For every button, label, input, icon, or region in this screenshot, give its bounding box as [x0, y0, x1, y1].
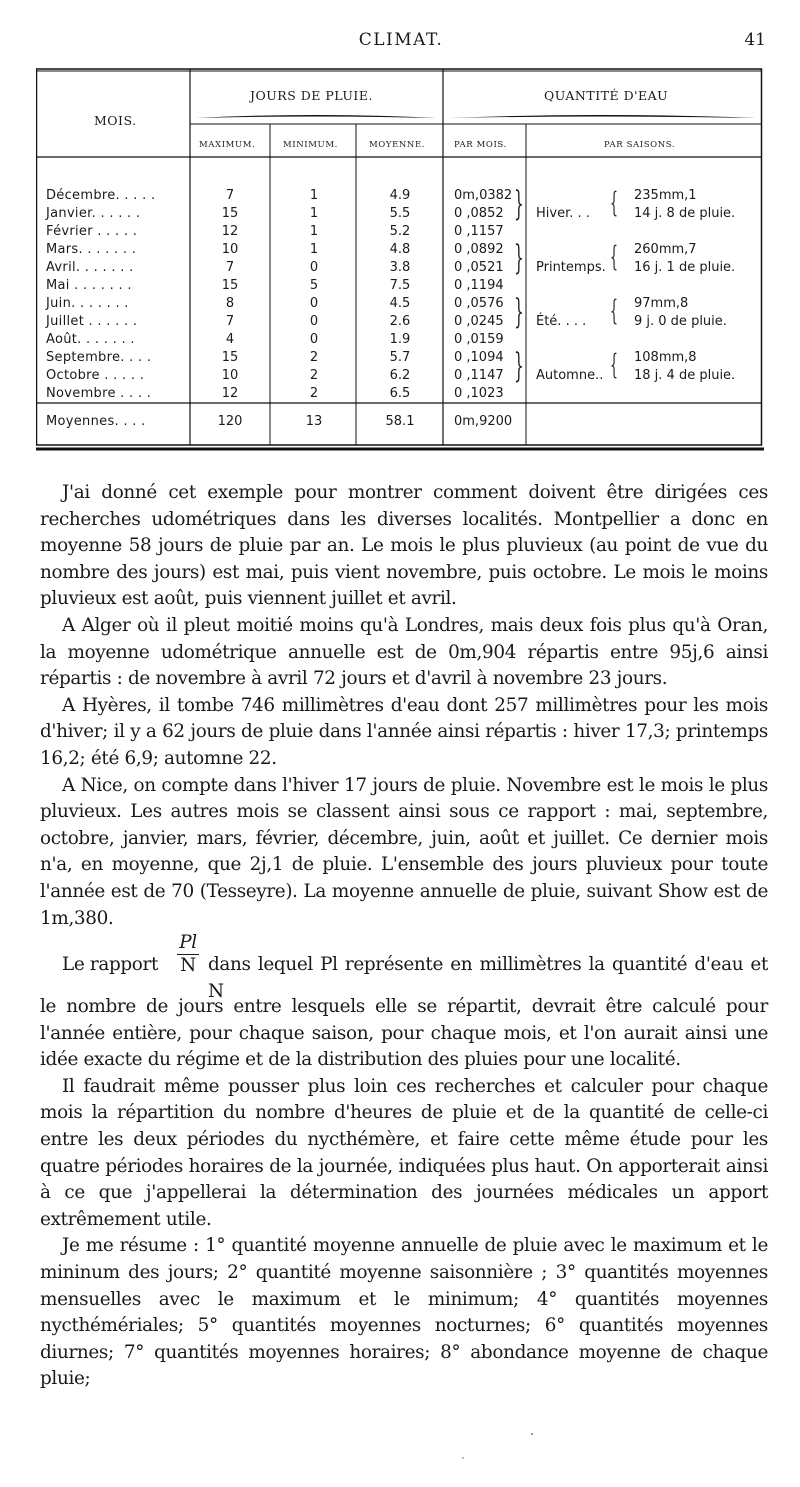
- body-text: [40, 480, 768, 1393]
- row-max: 7: [225, 260, 235, 275]
- row-qty: 0 ,0576: [454, 296, 504, 311]
- row-month: Décembre. . . . .: [46, 188, 156, 203]
- row-moy: 4.8: [389, 242, 411, 257]
- ratio-tail: dans lequel Pl représente en millimètres la quantité d'eau et N: [208, 954, 768, 1002]
- totals-qty: 0m,9200: [454, 414, 513, 429]
- season-days: 14 j. 8 de pluie.: [634, 206, 736, 221]
- brace-icon: {: [610, 186, 619, 219]
- col-jours-header: JOURS DE PLUIE.: [250, 88, 373, 103]
- rainfall-table: [36, 68, 764, 452]
- season-name: Hiver. . .: [536, 206, 590, 221]
- brace-autumn: }: [514, 346, 524, 386]
- fraction-numerator: Pl: [177, 932, 199, 955]
- brace-summer: }: [514, 292, 524, 332]
- row-month: Juin. . . . . . .: [46, 296, 129, 311]
- paragraph: Il faudrait même pousser plus loin ces recherches et calculer pour chaque mois la répartition du nombre d'heures de pluie et de la quantité de celle-ci entre les deux périodes du nycthémère, et faire cette même étude pour les quatre périodes horaires de la journée, indiquées plus haut. On apporterait ainsi à ce que j'appellerai la détermination des journées médicales un apport extrêmement utile.: [40, 1075, 768, 1230]
- row-month: Novembre . . . .: [46, 386, 152, 401]
- season-amount: 97mm,8: [634, 296, 689, 311]
- row-qty: 0 ,1147: [454, 368, 504, 383]
- row-qty: 0m,0382: [454, 188, 513, 203]
- row-min: 0: [309, 332, 319, 347]
- running-title: CLIMAT.: [358, 30, 444, 50]
- totals-moy: 58.1: [385, 414, 415, 429]
- row-min: 2: [309, 386, 319, 401]
- row-moy: 5.2: [389, 224, 411, 239]
- col-moy-header: MOYENNE.: [369, 140, 426, 150]
- col-parmois-header: PAR MOIS.: [454, 140, 507, 150]
- row-min: 2: [309, 350, 319, 365]
- row-qty: 0 ,1194: [454, 278, 504, 293]
- row-max: 8: [225, 296, 235, 311]
- row-min: 0: [309, 260, 319, 275]
- season-amount: 260mm,7: [634, 242, 697, 257]
- ratio-lead: Le rapport: [62, 954, 158, 976]
- paragraph: le nombre de jours entre lesquels elle se répartit, devrait être calculé pour l'année entière, pour chaque saison, pour chaque mois, et l'on aurait ainsi une idée exacte du régime et de la distribution des pluies pour une localité.: [40, 996, 768, 1071]
- row-month: Octobre . . . . .: [46, 368, 145, 383]
- row-moy: 5.7: [389, 350, 411, 365]
- row-qty: 0 ,0892: [454, 242, 504, 257]
- row-min: 0: [309, 314, 319, 329]
- totals-max: 120: [217, 414, 243, 429]
- row-min: 5: [309, 278, 319, 293]
- row-moy: 7.5: [389, 278, 411, 293]
- row-month: Juillet . . . . . .: [46, 314, 138, 329]
- row-month: Mars. . . . . . .: [46, 242, 137, 257]
- row-min: 1: [309, 224, 319, 239]
- row-qty: 0 ,1023: [454, 386, 504, 401]
- page-header: [36, 30, 766, 54]
- totals-min: 13: [305, 414, 323, 429]
- col-min-header: MINIMUM.: [283, 140, 338, 150]
- row-moy: 6.5: [389, 386, 411, 401]
- row-month: Septembre. . . .: [46, 350, 152, 365]
- row-max: 4: [225, 332, 235, 347]
- fraction-denominator: N: [180, 955, 196, 977]
- row-moy: 6.2: [389, 368, 411, 383]
- season-days: 16 j. 1 de pluie.: [634, 260, 736, 275]
- row-min: 1: [309, 206, 319, 221]
- ratio-fraction: [177, 932, 199, 977]
- row-max: 12: [221, 386, 239, 401]
- paragraph: J'ai donné cet exemple pour montrer comment doivent être dirigées ces recherches udométriques dans les diverses localités. Montpellier a donc en moyenne 58 jours de pluie par an. Le mois le plus pluvieux (au point de vue du nombre des jours) est mai, puis vient novembre, puis octobre. Le mois le moins pluvieux est août, puis viennent juillet et avril.: [40, 482, 768, 610]
- row-min: 1: [309, 242, 319, 257]
- row-month: Août. . . . . . .: [46, 332, 135, 347]
- row-moy: 4.5: [389, 296, 411, 311]
- row-max: 15: [221, 206, 239, 221]
- row-max: 15: [221, 350, 239, 365]
- season-amount: 108mm,8: [634, 350, 697, 365]
- row-max: 12: [221, 224, 239, 239]
- row-max: 7: [225, 188, 235, 203]
- page-number: 41: [744, 30, 766, 50]
- row-qty: 0 ,1094: [454, 350, 504, 365]
- paragraph: Je me résume : 1° quantité moyenne annuelle de pluie avec le maximum et le mininum des jours; 2° quantité moyenne saisonnière ; 3° quantités moyennes mensuelles avec le maximum et le minimum; 4° quantités moyennes nycthémériales; 5° quantités moyennes nocturnes; 6° quantités moyennes diurnes; 7° quantités moyennes horaires; 8° abondance moyenne de chaque pluie;: [40, 1235, 768, 1390]
- row-moy: 3.8: [389, 260, 411, 275]
- paragraph: A Alger où il pleut moitié moins qu'à Londres, mais deux fois plus qu'à Oran, la moyenne udométrique annuelle est de 0m,904 répartis entre 95j,6 ainsi répartis : de novembre à avril 72 jours et d'avril à novembre 23 jours.: [40, 614, 768, 690]
- row-month: Février . . . . .: [46, 224, 138, 239]
- row-min: 1: [309, 188, 319, 203]
- row-max: 10: [221, 242, 239, 257]
- row-qty: 0 ,0521: [454, 260, 504, 275]
- brace-winter: }: [514, 184, 524, 224]
- row-moy: 5.5: [389, 206, 411, 221]
- col-max-header: MAXIMUM.: [199, 140, 256, 150]
- row-qty: 0 ,0245: [454, 314, 504, 329]
- print-speckles: [400, 1430, 600, 1470]
- brace-icon: {: [610, 240, 619, 273]
- col-quantite-header: QUANTITÉ D'EAU: [544, 88, 669, 103]
- season-days: 18 j. 4 de pluie.: [634, 368, 736, 383]
- row-max: 7: [225, 314, 235, 329]
- season-name: Été. . . .: [536, 314, 587, 329]
- row-month: Avril. . . . . . .: [46, 260, 134, 275]
- row-qty: 0 ,0159: [454, 332, 504, 347]
- ratio-line: [40, 932, 768, 1002]
- row-moy: 1.9: [389, 332, 411, 347]
- row-min: 2: [309, 368, 319, 383]
- row-month: Janvier. . . . . .: [46, 206, 141, 221]
- row-min: 0: [309, 296, 319, 311]
- col-parsaisons-header: PAR SAISONS.: [604, 140, 676, 150]
- totals-label: Moyennes. . . .: [46, 414, 146, 429]
- brace-icon: {: [610, 348, 619, 381]
- paragraph: A Nice, on compte dans l'hiver 17 jours de pluie. Novembre est le mois le plus pluvieux. Les autres mois se classent ainsi sous ce rapport : mai, septembre, octobre, janvier, mars, février, décembre, juin, août et juillet. Ce dernier mois n'a, en moyenne, que 2j,1 de pluie. L'ensemble des jours pluvieux pour toute l'année est de 70 (Tesseyre). La moyenne annuelle de pluie, suivant Show est de 1m,380.: [40, 774, 768, 929]
- row-max: 10: [221, 368, 239, 383]
- season-amount: 235mm,1: [634, 188, 697, 203]
- season-name: Printemps.: [536, 260, 606, 275]
- col-mois-header: MOIS.: [94, 113, 137, 128]
- brace-icon: {: [610, 294, 619, 327]
- season-days: 9 j. 0 de pluie.: [634, 314, 727, 329]
- season-name: Automne..: [536, 368, 604, 383]
- row-qty: 0 ,0852: [454, 206, 504, 221]
- row-moy: 2.6: [389, 314, 411, 329]
- row-month: Mai . . . . . . .: [46, 278, 132, 293]
- row-moy: 4.9: [389, 188, 411, 203]
- paragraph: A Hyères, il tombe 746 millimètres d'eau dont 257 millimètres pour les mois d'hiver; il y a 62 jours de pluie dans l'année ainsi répartis : hiver 17,3; printemps 16,2; été 6,9; automne 22.: [40, 694, 768, 769]
- row-max: 15: [221, 278, 239, 293]
- row-qty: 0 ,1157: [454, 224, 504, 239]
- brace-spring: }: [514, 238, 524, 278]
